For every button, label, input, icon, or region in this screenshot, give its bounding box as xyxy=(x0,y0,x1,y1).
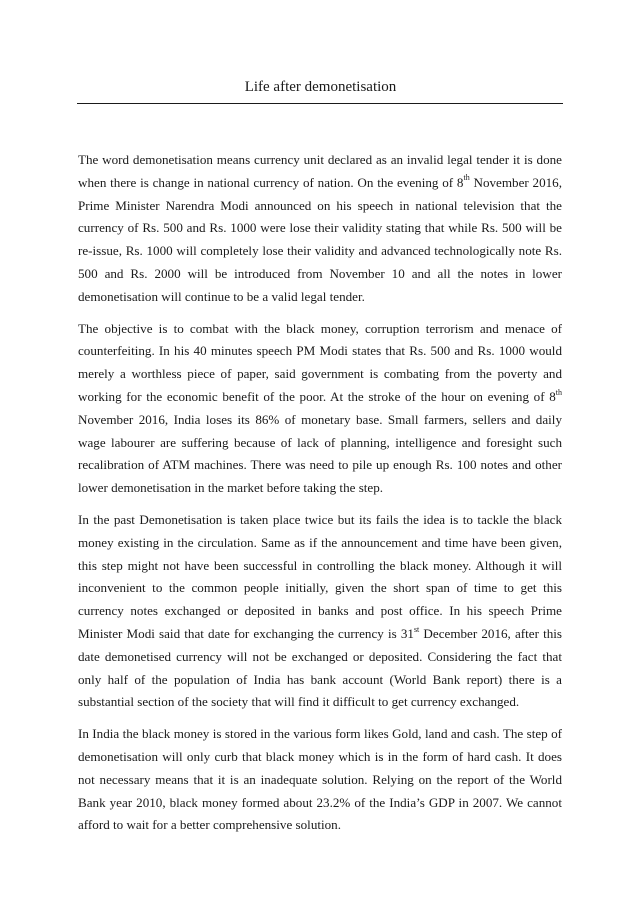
paragraph-text: November 2016, India loses its 86% of monetary base. Small farmers, sellers and daily wage labourer are suffering because of lack of planning, intelligence and foresight such recalibration of ATM machines. There was need to pile up enough Rs. 100 notes and other lower demonetisation in the market before taking the step. xyxy=(78,411,562,496)
title-underline-rule xyxy=(77,103,563,104)
ordinal-suffix: th xyxy=(463,173,470,183)
ordinal-suffix: st xyxy=(413,624,420,634)
paragraph xyxy=(78,509,562,714)
paragraph xyxy=(78,318,562,500)
paragraph xyxy=(78,149,562,309)
paragraph-text: In India the black money is stored in the various form likes Gold, land and cash. The step of demonetisation will only curb that black money which is in the form of hard cash. It does not necessary means that it is an inadequate solution. Relying on the report of the World Bank year 2010, black money formed about 23.2% of the India’s GDP in 2007. We cannot afford to wait for a better comprehensive solution. xyxy=(78,726,562,833)
document-body xyxy=(78,149,562,846)
ordinal-suffix: th xyxy=(555,387,562,397)
document-title: Life after demonetisation xyxy=(244,79,397,95)
paragraph-text: The word demonetisation means currency unit declared as an invalid legal tender it is done when there is change in national currency of nation. On the evening of 8 xyxy=(78,152,562,190)
paragraph-text: November 2016, Prime Minister Narendra Modi announced on his speech in national television that the currency of Rs. 500 and Rs. 1000 were lose their validity stating that while Rs. 500 will be re-issue, Rs. 1000 will completely lose their validity and advanced technologically note Rs. 500 and Rs. 2000 will be introduced from November 10 and all the notes in lower demonetisation will continue to be a valid legal tender. xyxy=(78,174,562,304)
paragraph-text: The objective is to combat with the black money, corruption terrorism and menace of counterfeiting. In his 40 minutes speech PM Modi states that Rs. 500 and Rs. 1000 would merely a worthless piece of paper, said government is combating from the poverty and working for the economic benefit of the poor. At the stroke of the hour on evening of 8 xyxy=(78,320,562,404)
paragraph-text: December 2016, after this date demonetised currency will not be exchanged or deposited. Considering the fact that only half of the population of India has bank account (World Bank report) there is a substantial section of the society that will find it difficult to get currency exchanged. xyxy=(78,625,562,710)
paragraph xyxy=(78,723,562,837)
paragraph-text: In the past Demonetisation is taken place twice but its fails the idea is to tackle the black money existing in the circulation. Same as if the announcement and time have been given, this step might not have been successful in controlling the black money. Although it will inconvenient to the common people initially, given the short span of time to get this currency notes exchanged or deposited in banks and post office. In his speech Prime Minister Modi said that date for exchanging the currency is 31 xyxy=(78,511,562,641)
